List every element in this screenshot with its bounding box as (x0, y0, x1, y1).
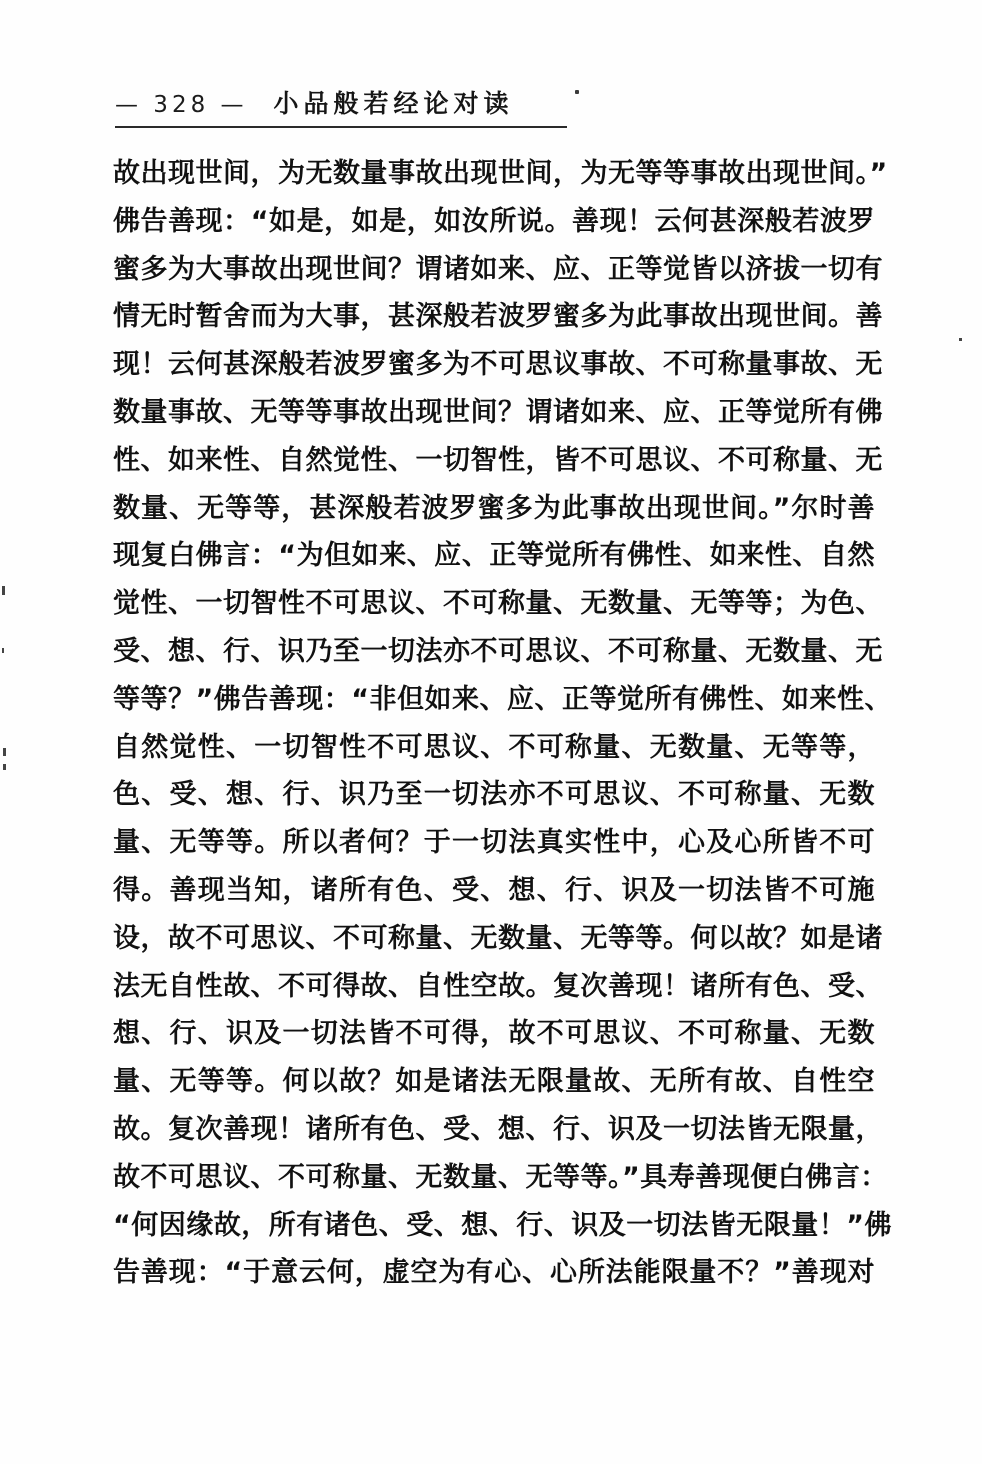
text-line: 数量事故、无等等事故出现世间？谓诸如来、应、正等觉所有佛 (113, 396, 883, 428)
text-line: 受、想、行、识乃至一切法亦不可思议、不可称量、无数量、无 (113, 635, 883, 667)
text-line: 数量、无等等，甚深般若波罗蜜多为此事故出现世间。”尔时善 (113, 492, 875, 524)
text-line: 现！云何甚深般若波罗蜜多为不可思议事故、不可称量事故、无 (113, 349, 883, 381)
text-line: 想、行、识及一切法皆不可得，故不可思议、不可称量、无数 (113, 1018, 875, 1050)
text-line: 故。复次善现！诸所有色、受、想、行、识及一切法皆无限量， (113, 1113, 883, 1145)
text-line: 故不可思议、不可称量、无数量、无等等。”具寿善现便白佛言： (113, 1161, 888, 1193)
page-header (115, 84, 567, 128)
scan-speck (3, 764, 6, 770)
text-line: 告善现：“于意云何，虚空为有心、心所法能限量不？”善现对 (113, 1257, 875, 1289)
text-line: 现复白佛言：“为但如来、应、正等觉所有佛性、如来性、自然 (113, 540, 875, 572)
body-text (113, 150, 892, 1297)
scan-speck (959, 338, 962, 341)
text-line: 佛告善现：“如是，如是，如汝所说。善现！云何甚深般若波罗 (113, 205, 875, 237)
text-line: “何因缘故，所有诸色、受、想、行、识及一切法皆无限量！”佛 (113, 1209, 892, 1241)
text-line: 法无自性故、不可得故、自性空故。复次善现！诸所有色、受、 (113, 970, 883, 1002)
text-line: 量、无等等。何以故？如是诸法无限量故、无所有故、自性空 (113, 1066, 875, 1098)
text-line: 等等？”佛告善现：“非但如来、应、正等觉所有佛性、如来性、 (113, 683, 892, 715)
book-title: 小品般若经论对读 (273, 89, 514, 118)
text-line: 性、如来性、自然觉性、一切智性，皆不可思议、不可称量、无 (113, 444, 883, 476)
scan-speck (575, 90, 579, 94)
scan-speck (3, 748, 6, 756)
scan-speck (2, 648, 4, 653)
scan-speck (2, 586, 5, 595)
text-line: 量、无等等。所以者何？于一切法真实性中，心及心所皆不可 (113, 827, 875, 859)
page-number: — 328 — (115, 92, 248, 118)
text-line: 设，故不可思议、不可称量、无数量、无等等。何以故？如是诸 (113, 922, 883, 954)
text-line: 觉性、一切智性不可思议、不可称量、无数量、无等等；为色、 (113, 588, 883, 620)
text-line: 色、受、想、行、识乃至一切法亦不可思议、不可称量、无数 (113, 779, 875, 811)
text-line: 故出现世间，为无数量事故出现世间，为无等等事故出现世间。” (113, 158, 888, 189)
text-line: 得。善现当知，诸所有色、受、想、行、识及一切法皆不可施 (113, 874, 875, 906)
text-line: 情无时暂舍而为大事，甚深般若波罗蜜多为此事故出现世间。善 (113, 301, 883, 333)
text-line: 蜜多为大事故出现世间？谓诸如来、应、正等觉皆以济拔一切有 (113, 253, 883, 285)
text-line: 自然觉性、一切智性不可思议、不可称量、无数量、无等等， (113, 731, 875, 763)
